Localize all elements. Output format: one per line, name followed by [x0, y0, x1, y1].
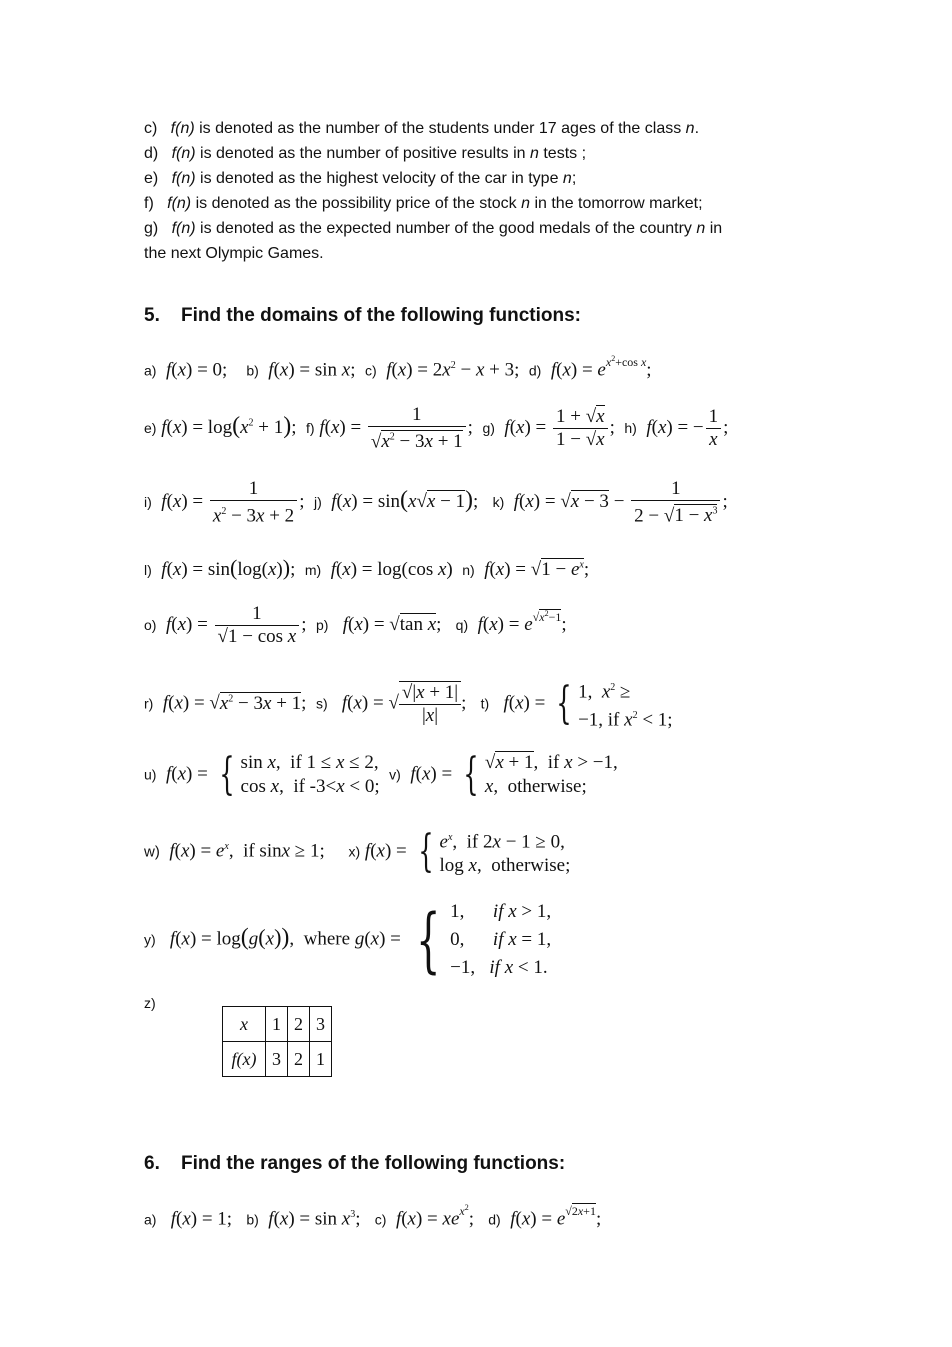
- domain-row-i-k: i) f(x) = $\frac{1}{x^2 - 3x + 2}$ ; j) f(x) = sin(x√x − 1); k) f(x) = √x − 3 − $\frac{1}{2 - √1 - x^3}$ ;: [144, 478, 728, 527]
- domain-row-r-t: r) $f(x) = √x^2 - 3x + 1$; s) f(x) = √ $\frac{√|x + 1|}{|x|}$ ; t) f(x) = { 1, $x^2$ ≥ −1, if $x^2 < 1$;: [144, 678, 673, 731]
- domain-row-e-h: e) $f(x) = \log(x^2 + 1)$; f) f(x) = $\frac{1}{√x^2 - 3x + 1}$ ; g) f(x) = $\frac{1 + √x}{1 - √x}$ ; h) f(x) = − $\frac{1}{x}$ ;: [144, 404, 729, 453]
- table-row: [223, 1042, 332, 1077]
- domain-row-y: y) f(x) = log(g(x)), where g(x) = { 1, if x > 1, 0, if x = 1, −1, if x < 1.: [144, 899, 552, 981]
- range-row-a-d: a) f(x) = 1; b) $f(x) = \sin x^3$; c) $f(x) = xe^{x^2}$; d) $f(x) = e^{√2x+1}$;: [144, 1203, 602, 1230]
- intro-item-g-line2: the next Olympic Games.: [144, 245, 324, 262]
- domain-row-o-q: o) f(x) = $\frac{1}{\text{√1 − cos x}}$ ; p) f(x) = √tan x; q) $f(x) = e^{√x^2-1}$;: [144, 603, 567, 647]
- table-cell: x: [223, 1007, 266, 1042]
- table-cell: 2: [288, 1007, 310, 1042]
- intro-item-d: d) f(n) is denoted as the number of positive results in n tests ;: [144, 145, 587, 162]
- section-5-heading: 5. Find the domains of the following functions:: [144, 305, 581, 326]
- table-cell: 3: [266, 1042, 288, 1077]
- intro-item-c: c) f(n) is denoted as the number of the students under 17 ages of the class n.: [144, 120, 700, 137]
- table-z: [222, 1006, 332, 1077]
- domain-row-l-n: l) f(x) = sin(log(x)); m) f(x) = log(cos x) n) $f(x) = √1 - e^x$;: [144, 555, 590, 580]
- intro-item-f: f) f(n) is denoted as the possibility price of the stock n in the tomorrow market;: [144, 195, 703, 212]
- table-cell: 2: [288, 1042, 310, 1077]
- domain-row-a-d: a) f(x) = 0; b) f(x) = sin x; c) $f(x) = 2x^2 - x + 3$; d) $f(x) = e^{x^2+cos x}$;: [144, 354, 652, 381]
- table-cell: 1: [266, 1007, 288, 1042]
- intro-item-g: g) f(n) is denoted as the expected number of the good medals of the country n in: [144, 220, 723, 237]
- intro-item-e: e) f(n) is denoted as the highest velocity of the car in type n;: [144, 170, 577, 187]
- table-cell: f(x): [223, 1042, 266, 1077]
- function-table: [222, 1006, 332, 1077]
- section-6-heading: 6. Find the ranges of the following functions:: [144, 1153, 566, 1174]
- domain-row-u-v: u) f(x) = { sin x, if 1 ≤ x ≤ 2, cos x, if -3<x < 0; v) f(x) = { √x + 1, if x > −1, x, otherwise;: [144, 749, 618, 800]
- domain-row-w-x: w) $f(x) = e^x$, if sinx ≥ 1; x) f(x) = { $e^x$, if 2x − 1 ≥ 0, log x, otherwise;: [144, 826, 571, 878]
- table-cell: 3: [310, 1007, 332, 1042]
- table-cell: 1: [310, 1042, 332, 1077]
- table-row: [223, 1007, 332, 1042]
- label-z: z): [144, 995, 156, 1011]
